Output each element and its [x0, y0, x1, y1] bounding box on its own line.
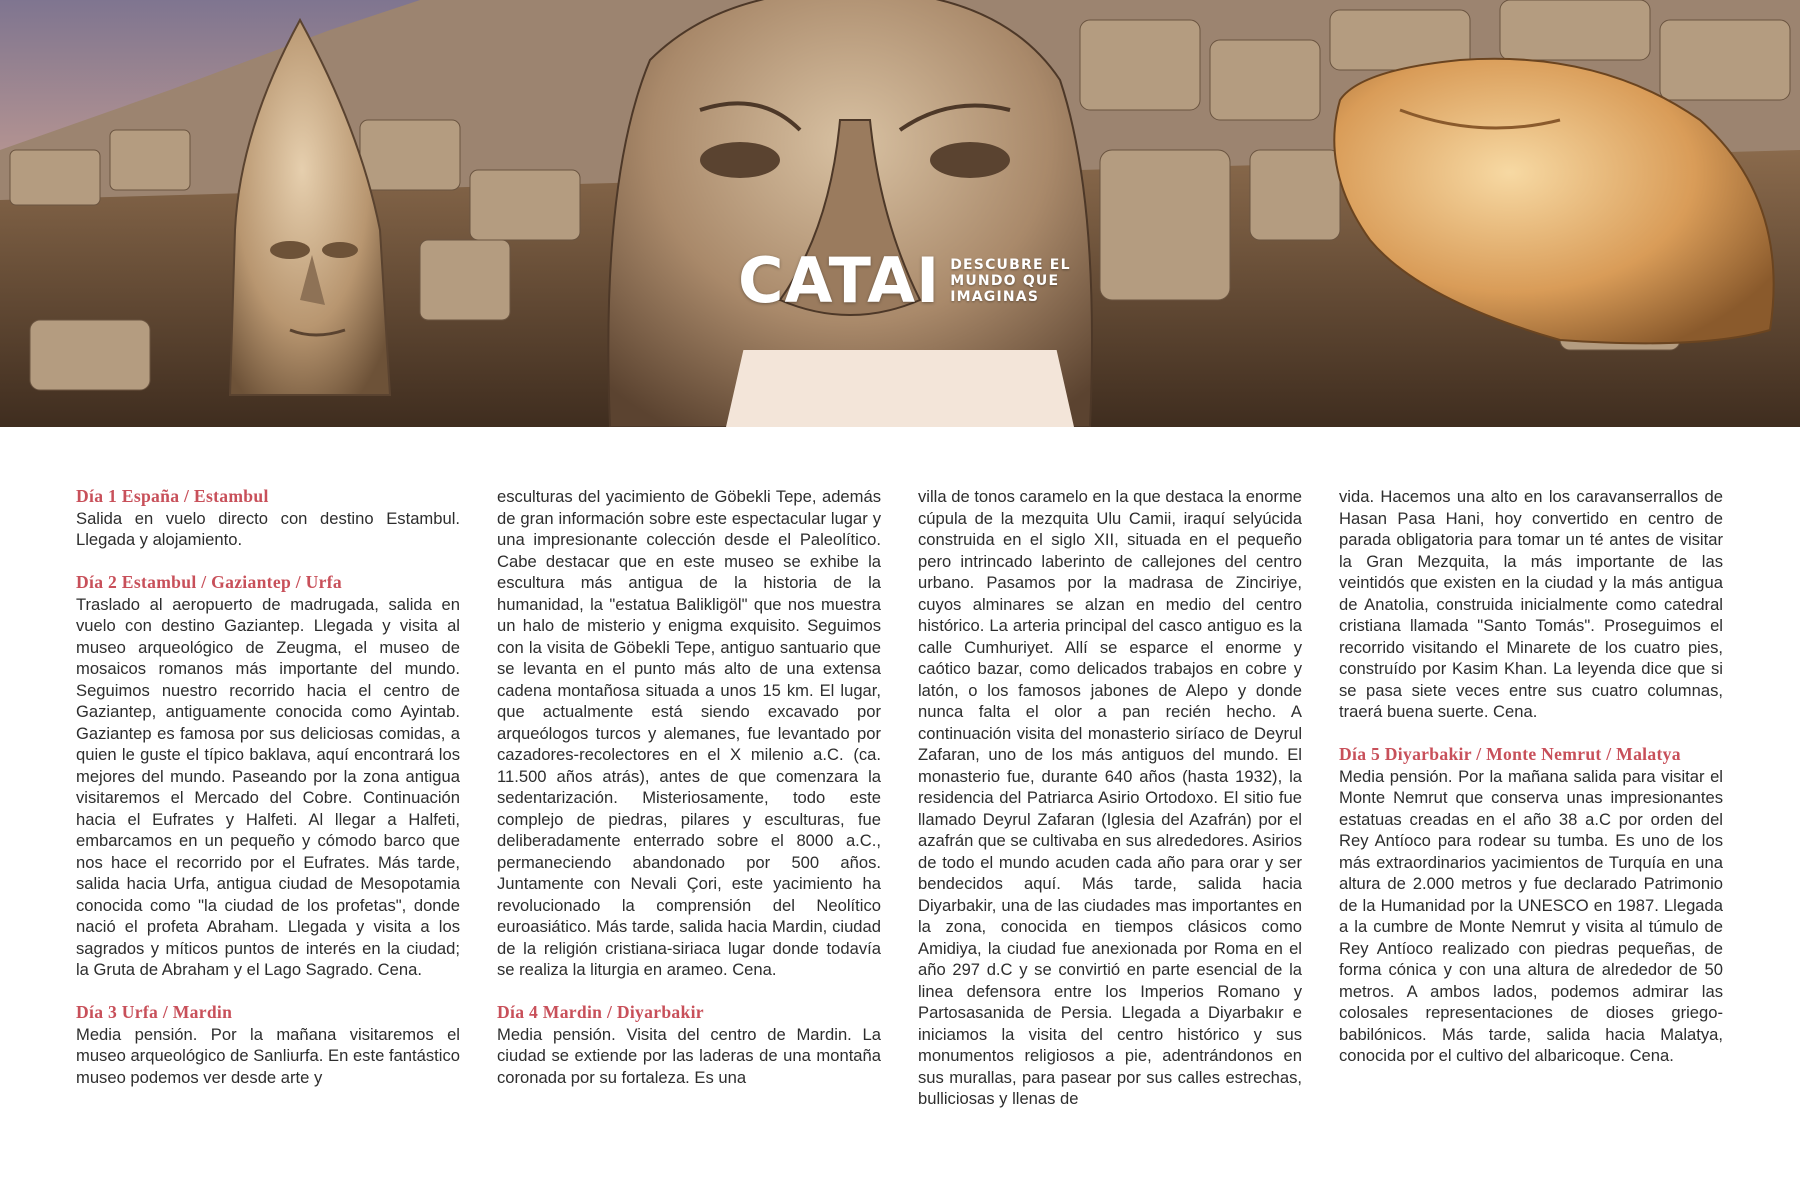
day-1-title: Día 1 España / Estambul — [76, 486, 269, 506]
day-3-text: Media pensión. Por la mañana visitaremos el museo arqueológico de Sanliurfa. En este fantástico museo podemos ver desde arte y — [76, 1024, 460, 1087]
day-3-text-continued: esculturas del yacimiento de Göbekli Tepe, además de gran información sobre este espectacular lugar y una impresionante colección desde el Paleolítico. Cabe destacar que en este museo se exhibe la escultura más antigua de la historia de la humanidad, la "estatua Balikligöl" que nos muestra un halo de misterio y enigma exquisito. Seguimos con la visita de Göbekli Tepe, antiguo santuario que se levanta en el punto más alto de una extensa cadena montañosa situada a unos 15 km. El lugar, que actualmente está siendo excavado por arqueólogos turcos y alemanes, fue levantado por cazadores-recolectores en el X milenio a.C. (ca. 11.500 años atrás), antes de que comenzara la sedentarización. Misteriosamente, todo este complejo de piedras, pilares y esculturas, fue deliberadamente enterrado sobre el 8000 a.C., permaneciendo abandonado por 500 años. Juntamente con Nevali Çori, este yacimiento ha revolucionado la comprensión del Neolítico euroasiático. Más tarde, salida hacia Mardin, ciudad de la religión cristiana-siriaca lugar donde todavía se realiza la liturgia en arameo. Cena. — [497, 487, 881, 979]
day-4-continued-2 — [1339, 486, 1723, 723]
day-3-title: Día 3 Urfa / Mardin — [76, 1002, 233, 1022]
day-4-title: Día 4 Mardin / Diyarbakir — [497, 1002, 704, 1022]
day-4-text-continued-2: vida. Hacemos una alto en los caravanserrallos de Hasan Pasa Hani, hoy convertido en centro de parada obligatoria para tomar un té antes de visitar la Gran Mezquita, la más importante de las veintidós que existen en la ciudad y la más antigua de Anatolia, construida inicialmente como catedral cristiana llamada "Santo Tomás". Proseguimos el recorrido visitando el Minarete de los cuatro pies, construído por Kasim Khan. La leyenda dice que si se pasa siete veces entre sus cuatro columnas, traerá buena suerte. Cena. — [1339, 487, 1723, 721]
tagline-line-3: IMAGINAS — [950, 289, 1040, 305]
day-1 — [76, 486, 460, 551]
day-4-text: Media pensión. Visita del centro de Mardin. La ciudad se extiende por las laderas de una montaña coronada por su fortaleza. Es una — [497, 1024, 881, 1087]
catai-logo-tagline — [950, 257, 1070, 305]
column-4 — [1339, 486, 1723, 1146]
day-5-text: Media pensión. Por la mañana salida para visitar el Monte Nemrut que conserva unas impresionantes estatuas creadas en el año 38 a.C por orden del Rey Antíoco para rodear su tumba. Es uno de los más extraordinarios yacimientos de Turquía en una altura de 2.000 metros y fue declarado Patrimonio de la Humanidad por la UNESCO en 1987. Llegada a la cumbre de Monte Nemrut y visita al túmulo de Rey Antíoco realizado con piedras pequeñas, de forma cónica y con una altura de alrededor de 50 metros. A ambos lados, podemos admirar las colosales representaciones de dioses griego-babilónicos. Más tarde, salida hacia Malatya, conocida por el cultivo del albaricoque. Cena. — [1339, 766, 1723, 1065]
tagline-line-2: MUNDO QUE — [950, 273, 1060, 289]
day-2-text: Traslado al aeropuerto de madrugada, salida en vuelo con destino Gaziantep. Llegada y visita al museo arqueológico de Zeugma, el museo de mosaicos romanos más importante del mundo. Seguimos nuestro recorrido hacia el centro de Gaziantep, antiguamente conocida como Ayintab. Gaziantep es famosa por sus deliciosas comidas, a quien le guste el típico baklava, aquí encontrará los mejores del mundo. Paseando por la zona antigua visitaremos el Mercado del Cobre. Continuación hacia el Eufrates y Halfeti. Al llegar a Halfeti, embarcamos en un pequeño y cómodo barco que nos hace el recorrido por el Eufrates. Más tarde, salida hacia Urfa, antigua ciudad de Mesopotamia conocida como "la ciudad de los profetas", donde nació el profeta Abraham. Llegada y visita a los sagrados y míticos puntos de interés en la ciudad; la Gruta de Abraham y el Lago Sagrado. Cena. — [76, 594, 460, 979]
day-1-text: Salida en vuelo directo con destino Estambul. Llegada y alojamiento. — [76, 508, 460, 549]
day-4-continued — [918, 486, 1302, 1110]
day-3-continued — [497, 486, 881, 981]
tagline-line-1: DESCUBRE EL — [950, 257, 1071, 273]
catai-logo — [738, 244, 1071, 317]
day-2-title: Día 2 Estambul / Gaziantep / Urfa — [76, 572, 342, 592]
itinerary-columns — [76, 486, 1723, 1146]
column-3 — [918, 486, 1302, 1146]
decorative-tab — [726, 350, 1074, 427]
column-2 — [497, 486, 881, 1146]
day-4 — [497, 1002, 881, 1088]
day-5 — [1339, 744, 1723, 1067]
day-5-title: Día 5 Diyarbakir / Monte Nemrut / Malatya — [1339, 744, 1681, 764]
day-4-text-continued: villa de tonos caramelo en la que destaca la enorme cúpula de la mezquita Ulu Camii, iraquí selyúcida construida en el siglo XII, situada en el pequeño pero intrincado laberinto de callejones del centro urbano. Pasamos por la madrasa de Zinciriye, cuyos alminares se alzan en medio del centro histórico. La arteria principal del casco antiguo es la calle Cumhuriyet. Allí se esparce el enorme y caótico bazar, como delicados trabajos en cobre y latón, o los famosos jabones de Alepo y donde nunca falta el olor a pan recién hecho. A continuación visita del monasterio siríaco de Deyrul Zafaran, uno de los más antiguos del mundo. El monasterio fue, durante 640 años (hasta 1932), la residencia del Patriarca Asirio Ortodoxo. El sitio fue llamado Deyrul Zafaran (Iglesia del Azafrán) por el azafrán que se cultivaba en sus alrededores. Asirios de todo el mundo acuden cada año para orar y ser bendecidos aquí. Más tarde, salida hacia Diyarbakir, una de las ciudades mas importantes en la zona, conocida en tiempos clásicos como Amidiya, la ciudad fue anexionada por Roma en el año 297 d.C y se convirtió en parte esencial de la linea defensora entre los Imperios Romano y Partosasanida de Persia. Llegada a Diyarbakır e iniciamos la visita del centro histórico y sus monumentos religiosos a pie, adentrándonos en sus murallas, para pasear por sus calles estrechas, bulliciosas y llenas de — [918, 487, 1302, 1108]
catai-logo-word: CATAI — [738, 244, 941, 317]
column-1 — [76, 486, 460, 1146]
hero-photo-nemrut-statues — [0, 0, 1800, 427]
day-3 — [76, 1002, 460, 1088]
day-2 — [76, 572, 460, 981]
